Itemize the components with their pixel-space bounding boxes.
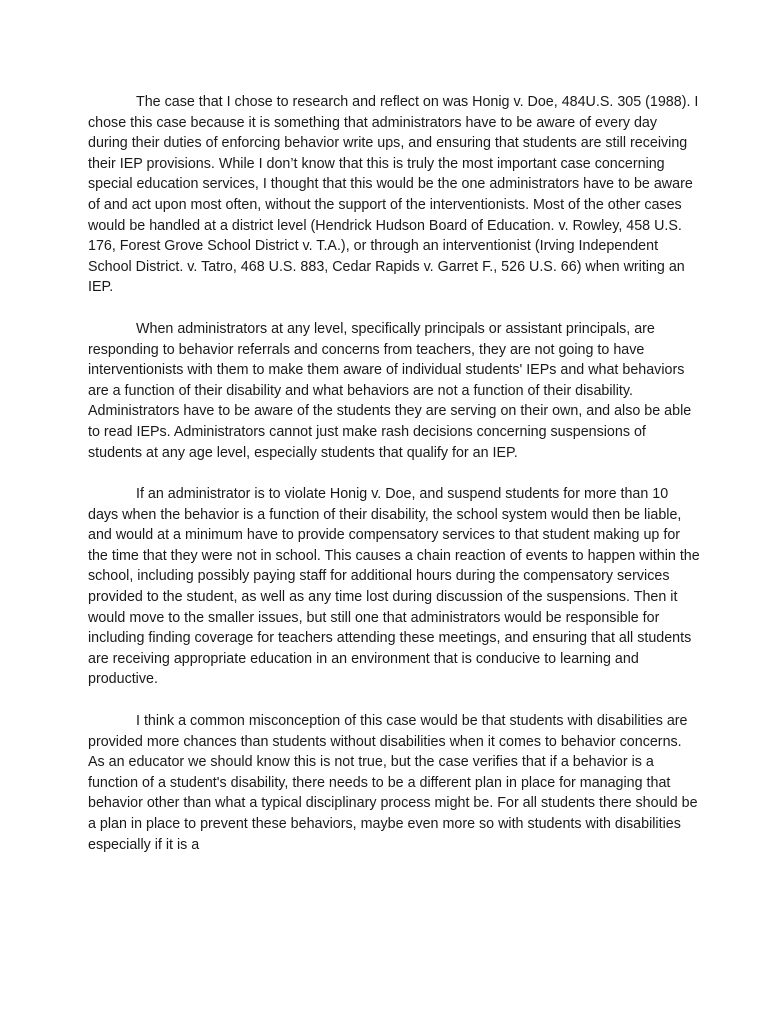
paragraph-case-choice: The case that I chose to research and reflect on was Honig v. Doe, 484U.S. 305 (1988). I chose this case because it is something that administrators have to be aware of every day during their duties of enforcing behavior write ups, and ensuring that students are still receiving their IEP provisions. While I don’t know that this is truly the most important case concerning special education services, I thought that this would be the one administrators have to be aware of and act upon most often, without the support of the interventionists. Most of the other cases would be handled at a district level (Hendrick Hudson Board of Education. v. Rowley, 458 U.S. 176, Forest Grove School District v. T.A.), or through an interventionist (Irving Independent School District. v. Tatro, 468 U.S. 883, Cedar Rapids v. Garret F., 526 U.S. 66) when writing an IEP.	[88, 94, 699, 296]
paragraph-administrator-awareness: When administrators at any level, specifically principals or assistant principals, are responding to behavior referrals and concerns from teachers, they are not going to have interventionists with them to make them aware of individual students' IEPs and what behaviors are a function of their disability and what behaviors are not a function of their disability. Administrators have to be aware of the students they are serving on their own, and also be able to read IEPs. Administrators cannot just make rash decisions concerning suspensions of students at any age level, especially students that qualify for an IEP.	[88, 320, 692, 461]
paragraph-violation-consequences: If an administrator is to violate Honig v. Doe, and suspend students for more than 10 days when the behavior is a function of their disability, the school system would then be liable, and would at a minimum have to provide compensatory services to that student making up for the time that they were not in school. This causes a chain reaction of events to happen within the school, including possibly paying staff for additional hours during the compensatory services provided to the student, as well as any time lost during discussion of the suspensions. Then it would move to the smaller issues, but still one that administrators would be responsible for including finding coverage for teachers attending these meetings, and ensuring that all students are receiving appropriate education in an environment that is conducive to learning and productive.	[88, 486, 700, 688]
paragraph-misconception: I think a common misconception of this case would be that students with disabilities are provided more chances than students without disabilities when it comes to behavior concerns. As an educator we should know this is not true, but the case verifies that if a behavior is a function of a student's disability, there needs to be a different plan in place for managing that behavior other than what a typical disciplinary process might be. For all students there should be a plan in place to prevent these behaviors, maybe even more so with students with disabilities especially if it is a	[88, 713, 698, 853]
